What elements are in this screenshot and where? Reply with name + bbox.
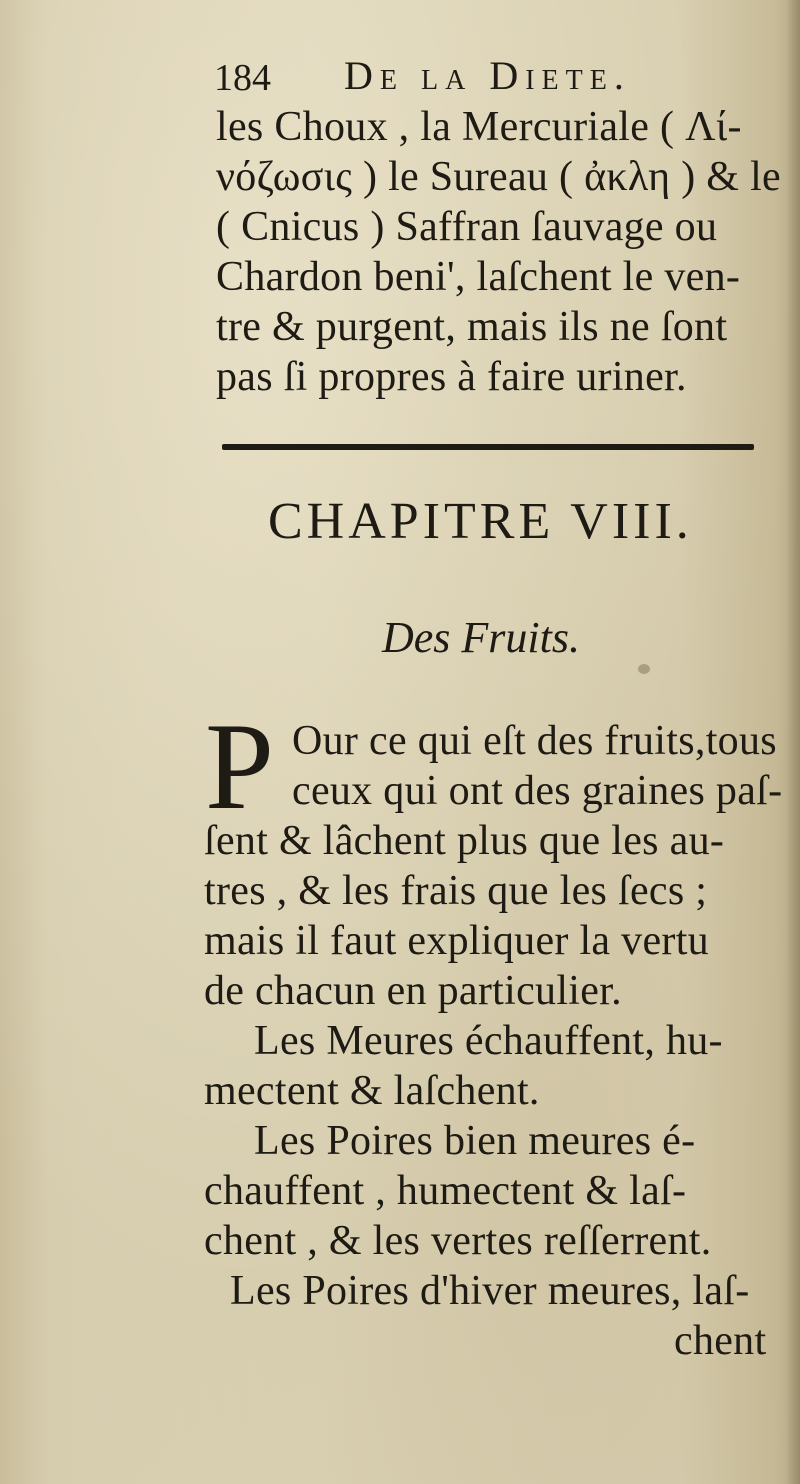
text-line: Les Poires bien meures é- <box>254 1118 696 1164</box>
text-line: Les Meures échauffent, hu- <box>254 1018 723 1064</box>
page-gutter-shadow <box>786 0 800 1484</box>
drop-cap: P <box>205 698 274 835</box>
section-title: Des Fruits. <box>382 613 580 662</box>
text-line: chent , & les vertes reſſerrent. <box>204 1218 712 1264</box>
text-line: νόζωσις ) le Sureau ( ἀκλη ) & le <box>216 154 781 200</box>
text-line: mectent & laſchent. <box>204 1068 540 1114</box>
text-line: Our ce qui eſt des fruits,tous <box>292 718 777 764</box>
section-divider-rule <box>222 444 754 450</box>
text-line: pas ſi propres à faire uriner. <box>216 354 687 400</box>
catchword: chent <box>674 1318 767 1364</box>
text-line: les Choux , la Mercuriale ( Λί- <box>216 104 742 150</box>
text-line: ceux qui ont des graines paſ- <box>292 768 783 814</box>
page-number: 184 <box>214 57 271 99</box>
page-header <box>214 52 764 102</box>
text-line: de chacun en particulier. <box>204 968 622 1014</box>
running-head: De la Diete. <box>344 53 631 98</box>
text-line: ( Cnicus ) Saffran ſauvage ou <box>216 204 718 250</box>
text-line: Les Poires d'hiver meures, laſ- <box>230 1268 750 1314</box>
text-line: chauffent , humectent & laſ- <box>204 1168 687 1214</box>
text-line: ſent & lâchent plus que les au- <box>204 818 725 864</box>
text-line: tre & purgent, mais ils ne ſont <box>216 304 728 350</box>
text-line: tres , & les frais que les ſecs ; <box>204 868 708 914</box>
ink-spot <box>638 664 650 674</box>
text-line: mais il faut expliquer la vertu <box>204 918 709 964</box>
chapter-title: CHAPITRE VIII. <box>268 493 693 550</box>
text-line: Chardon beni', laſchent le ven- <box>216 254 741 300</box>
